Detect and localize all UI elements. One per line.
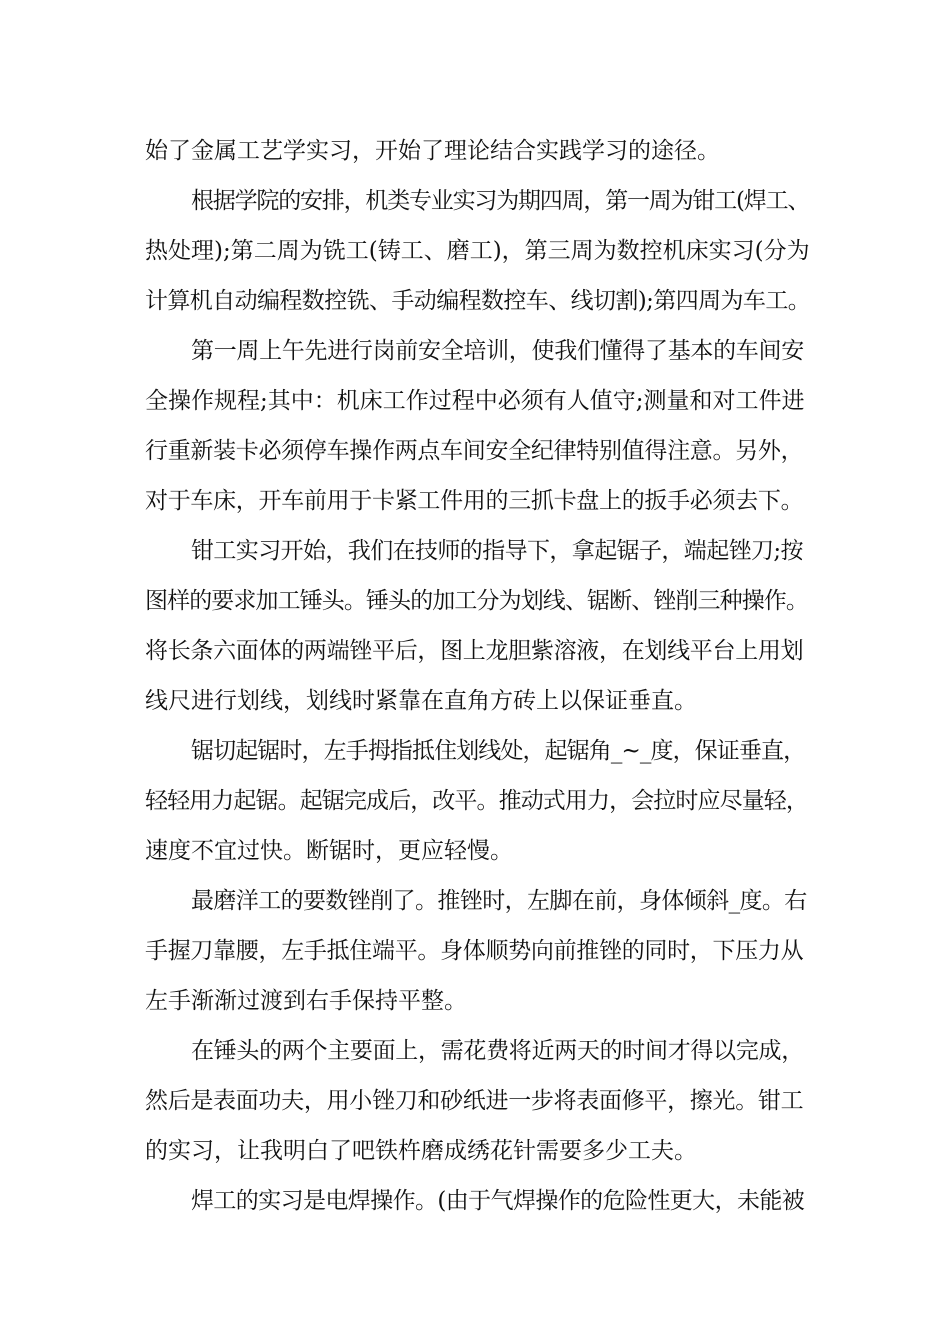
- text-line: 速度不宜过快。断锯时，更应轻慢。: [145, 838, 513, 864]
- text-line: 线尺进行划线，划线时紧靠在直角方砖上以保证垂直。: [145, 688, 697, 714]
- text-line: 始了金属工艺学实习，开始了理论结合实践学习的途径。: [145, 138, 720, 164]
- text-line: 全操作规程;其中：机床工作过程中必须有人值守;测量和对工件进: [145, 388, 805, 414]
- text-line: 图样的要求加工锤头。锤头的加工分为划线、锯断、锉削三种操作。: [145, 588, 809, 614]
- text-line: 将长条六面体的两端锉平后，图上龙胆紫溶液，在划线平台上用划: [145, 638, 804, 664]
- text-line: 的实习，让我明白了吧铁杵磨成绣花针需要多少工夫。: [145, 1138, 697, 1164]
- document-body: [145, 126, 810, 1226]
- paragraph-first-line: 最磨洋工的要数锉削了。推锉时，左脚在前，身体倾斜_度。右: [191, 888, 807, 914]
- text-line: 左手渐渐过渡到右手保持平整。: [145, 988, 467, 1014]
- paragraph-first-line: 在锤头的两个主要面上，需花费将近两天的时间才得以完成，: [191, 1038, 804, 1064]
- paragraph-first-line: 第一周上午先进行岗前安全培训，使我们懂得了基本的车间安: [191, 338, 804, 364]
- paragraph-first-line: 焊工的实习是电焊操作。(由于气焊操作的危险性更大，未能被: [191, 1188, 805, 1214]
- text-line: 对于车床，开车前用于卡紧工件用的三抓卡盘上的扳手必须去下。: [145, 488, 804, 514]
- text-line: 轻轻用力起锯。起锯完成后，改平。推动式用力，会拉时应尽量轻，: [145, 788, 809, 814]
- paragraph-first-line: 钳工实习开始，我们在技师的指导下，拿起锯子，端起锉刀;按: [191, 538, 803, 564]
- text-line: 手握刀靠腰，左手抵住端平。身体顺势向前推锉的同时，下压力从: [145, 938, 804, 964]
- text-line: 计算机自动编程数控铣、手动编程数控车、线切割);第四周为车工。: [145, 288, 811, 314]
- paragraph-first-line: 锯切起锯时，左手拇指抵住划线处，起锯角_~_度，保证垂直，: [191, 738, 806, 764]
- text-line: 热处理);第二周为铣工(铸工、磨工)，第三周为数控机床实习(分为: [145, 238, 810, 264]
- text-line: 行重新装卡必须停车操作两点车间安全纪律特别值得注意。另外，: [145, 438, 804, 464]
- text-line: 然后是表面功夫，用小锉刀和砂纸进一步将表面修平，擦光。钳工: [145, 1088, 804, 1114]
- paragraph-first-line: 根据学院的安排，机类专业实习为期四周，第一周为钳工(焊工、: [191, 188, 810, 214]
